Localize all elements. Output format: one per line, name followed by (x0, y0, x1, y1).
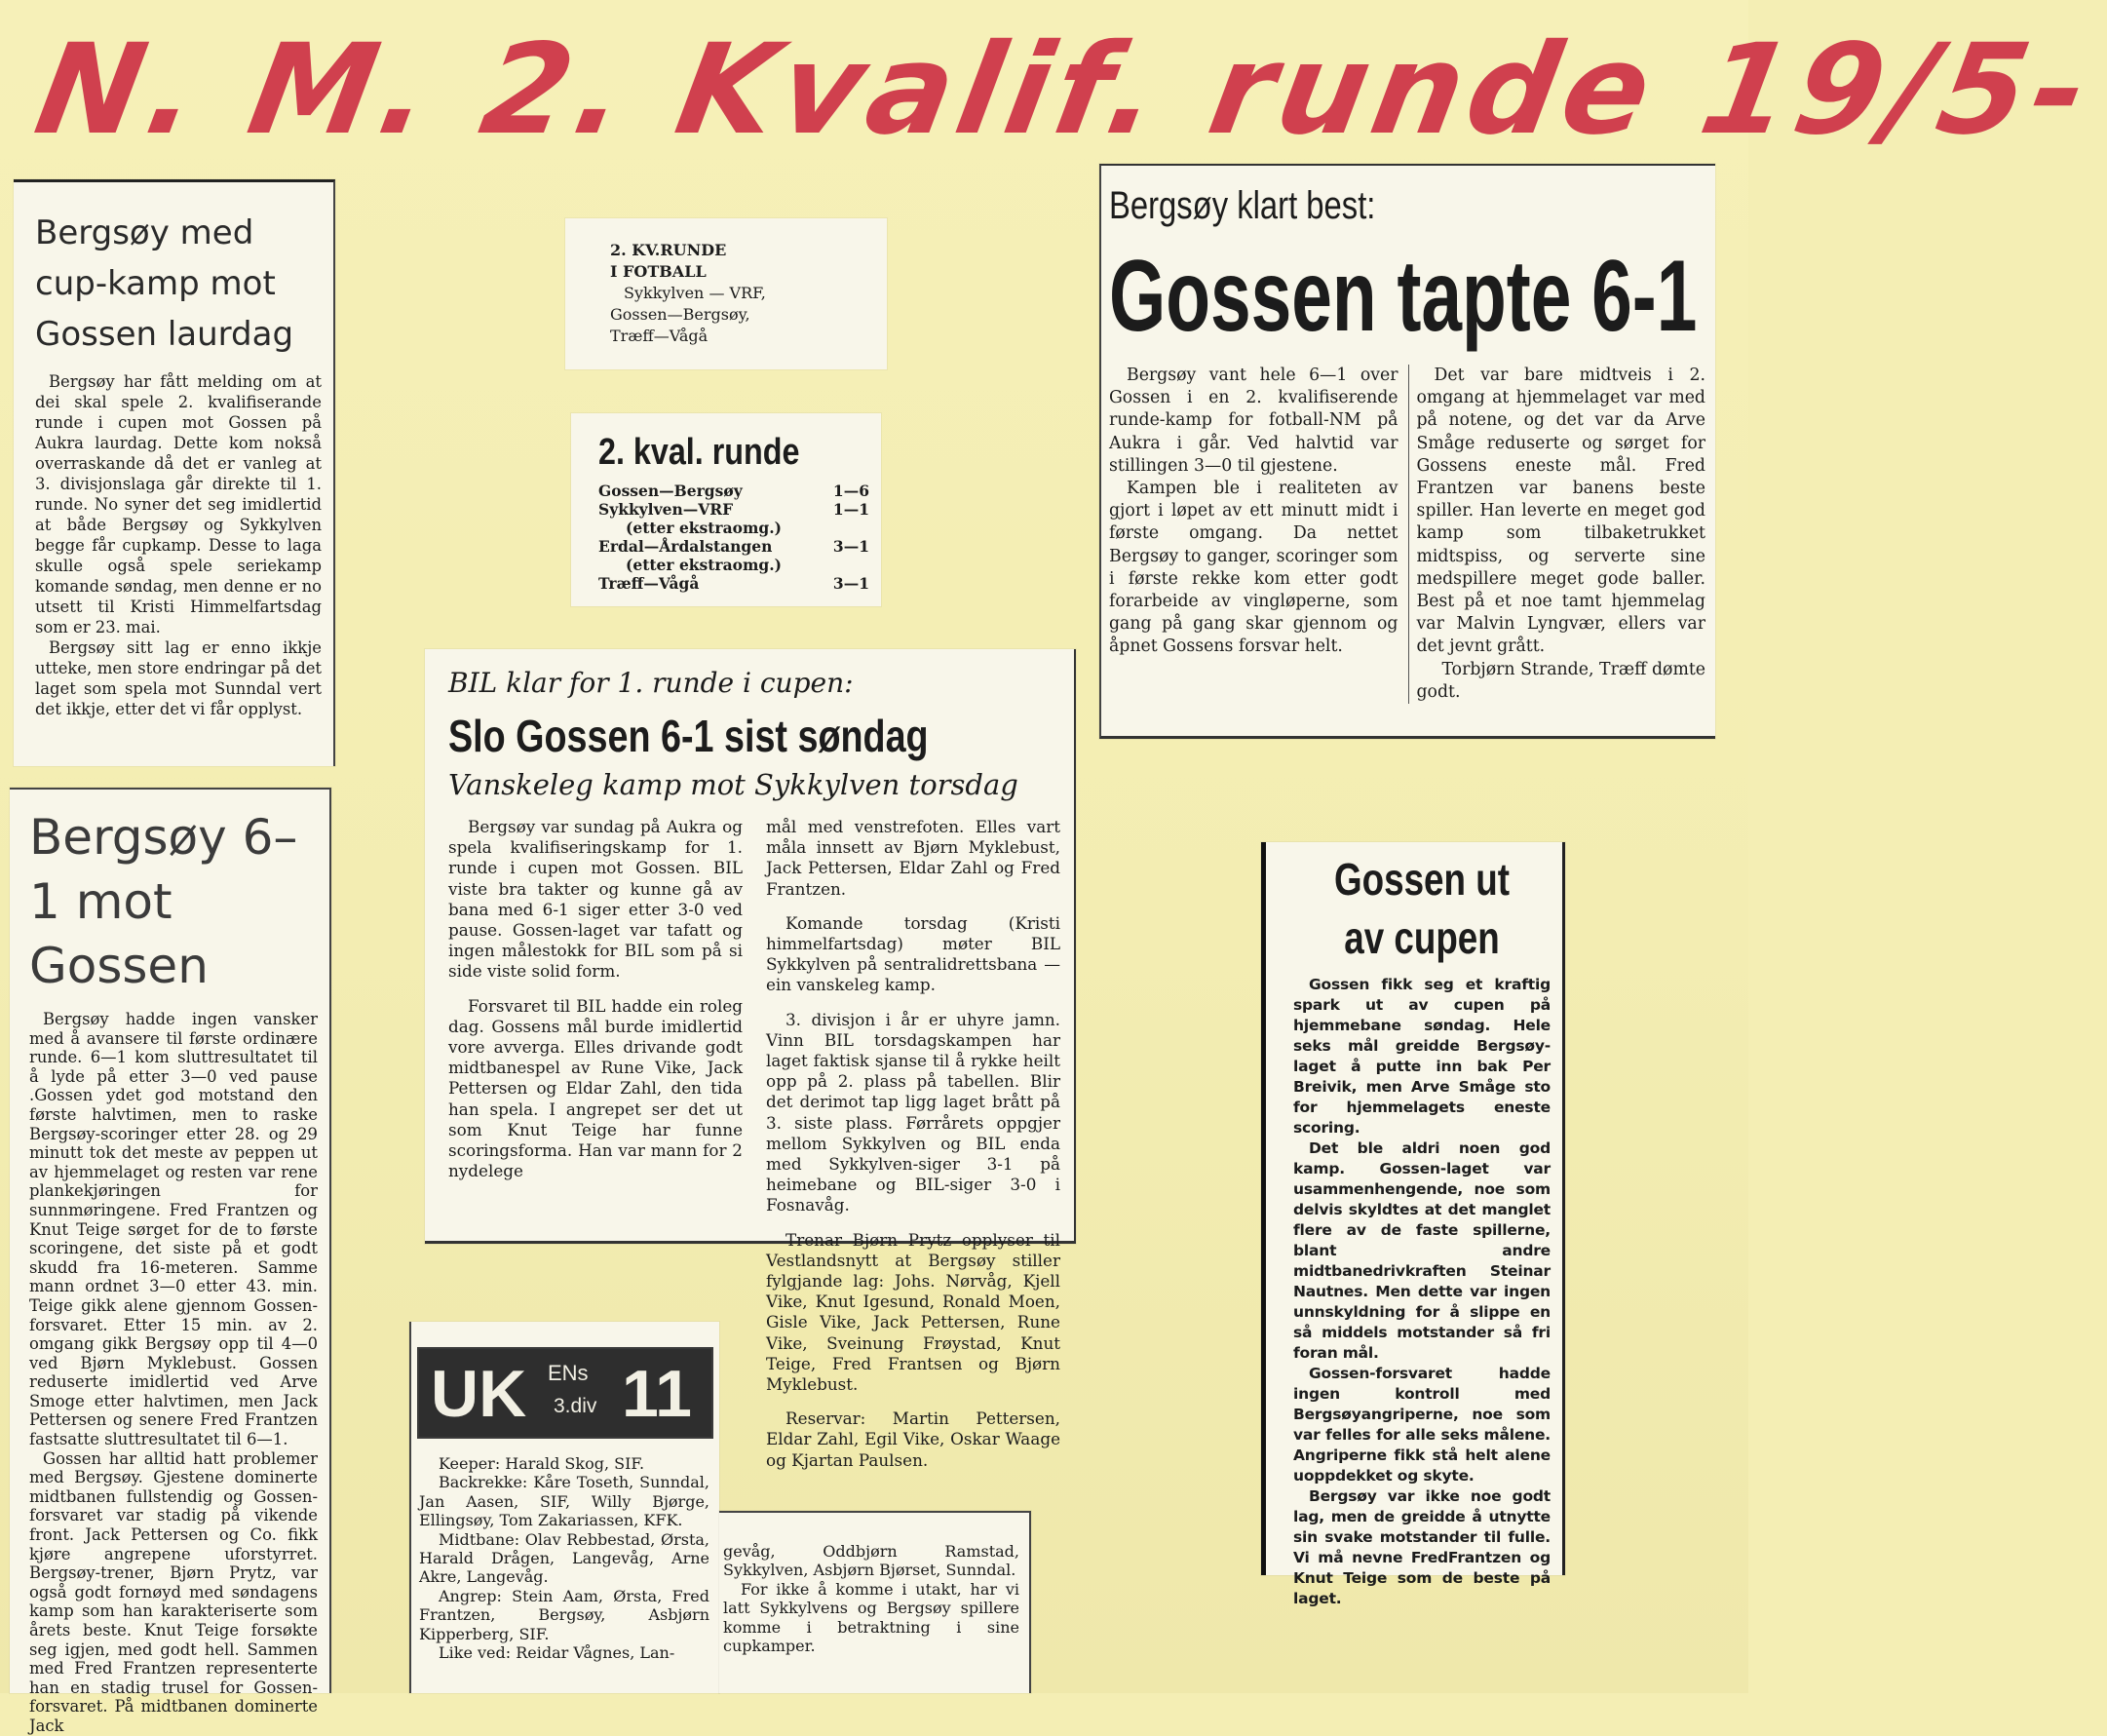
article-paragraph: Bergsøy vant hele 6—1 over Gossen i en 2. kvalifiserende runde-kamp for fotball-NM på Aukra i går. Ved halvtid var stillingen 3—0 til gjestene. (1109, 366, 1398, 476)
article-columns (1109, 365, 1705, 704)
clipping-bergsoy-6-1-mot-gossen (10, 788, 331, 1735)
article-paragraph: Bergsøy har fått melding om at dei skal spele 2. kvalifiserande runde i cupen mot Gossen på Aukra laurdag. Dette kom nokså overraskande då det er vanleg at 3. divisjonslaga går direkte til 1. runde. No syner det seg imidlertid at både Bergsøy og Sykkylven begge får cupkamp. Desse to laga skulle også spele seriekamp komande søndag, men denne er no utsett til Kristi Himmelfartsdag som er 23. mai. (35, 372, 322, 637)
banner-division: 3.div (554, 1395, 597, 1417)
article-paragraph: Bergsøy hadde ingen vansker med å avansere til første ordinære runde. 6—1 kom sluttresultatet til å lyde på etter 3—0 ved pause .Gossen ydet god motstand den første halvtimen, men to raske Bergsøy-scoringer etter 28. og 29 minutt tok det meste av peppen ut av hjemmelaget og resten var rene plankekjøringen for sunnmøringene. Fred Frantzen og Knut Teige sørget for de to første scoringene, det siste på et godt skudd fra 16-meteren. Samme mann ordnet 3—0 etter 43. min. Teige gikk alene gjennom Gossen-forsvaret. Etter 15 min. av 2. omgang gikk Bergsøy opp til 4—0 ved Bjørn Myklebust. Gossen reduserte imidlertid ved Arve Smoge etter halvtimen, men Jack Pettersen og senere Fred Frantzen fastsatte sluttresultatet til 6—1. (29, 1010, 318, 1449)
result-score: 3—1 (832, 537, 869, 556)
result-teams: Træff—Vågå (598, 574, 700, 593)
clipping-2-kv-runde-fixtures (565, 218, 887, 369)
article-paragraph: Trenar Bjørn Prytz opplyser til Vestlandsnytt at Bergsøy stiller fylgjande lag: Johs. Nørvåg, Kjell Vike, Knut Igesund, Ronald Moen, Gisle Vike, Jack Pettersen, Rune Vike, Sveinung Frøystad, Knut Teige, Fred Frantsen og Bjørn Myklebust. (766, 1229, 1060, 1395)
fixture-heading-line: I FOTBALL (610, 262, 707, 281)
banner-uk: UK (431, 1357, 527, 1431)
result-teams: Gossen—Bergsøy (598, 482, 743, 500)
article-paragraph: Like ved: Reidar Vågnes, Lan- (439, 1643, 675, 1663)
article-paragraph: Backrekke: Kåre Toseth, Sunndal, Jan Aasen, SIF, Willy Bjørge, Ellingsøy, Tom Zakariassen, KFK. (419, 1473, 709, 1530)
clipping-headline: Bergsøy 6–1 mot Gossen (29, 809, 298, 994)
article-paragraph: Forsvaret til BIL hadde ein roleg dag. Gossens mål burde imidlertid vore avverga. Elles drivande godt midtbanespel av Rune Vike, Jack Pettersen og Eldar Zahl, den tida han spela. I angrepet ser det ut som Knut Teige har funne scoringsforma. Han var mann for 2 nydelege (448, 995, 743, 1181)
clipping-headline: Bergsøy med cup-kamp mot Gossen laurdag (35, 213, 294, 354)
article-paragraph: Gossen-forsvaret hadde ingen kontroll med Bergsøyangriperne, noe som var felles for alle seks målene. Angriperne fikk stå helt alene uoppdekket og skyte. (1293, 1365, 1551, 1485)
headline-line-1: Gossen ut (1334, 854, 1510, 905)
clipping-gossen-tapte-6-1 (1099, 164, 1715, 739)
article-paragraph: gevåg, Oddbjørn Ramstad, Sykkylven, Asbjørn Bjørset, Sunndal. (723, 1542, 1019, 1580)
clipping-ukens-11-continued (719, 1511, 1031, 1693)
headline-line-2: av cupen (1344, 912, 1500, 963)
article-paragraph: Det ble aldri noen god kamp. Gossen-laget var usammenhengende, noe som delvis skyldtes at det manglet flere av de faste spillerne, blant andre midtbanedrivkraften Steinar Nautnes. Men dette var ingen unnskyldning for å slippe en så middels motstander så fri foran mål. (1293, 1139, 1551, 1362)
clipping-ukens-11 (409, 1322, 719, 1693)
article-paragraph: 3. divisjon i år er uhyre jamn. Vinn BIL torsdagskampen har laget faktisk sjanse til å rykke heilt opp på 2. plass på tabellen. Blir det derimot tap ligg laget brått på 3. siste plass. Førrårets oppgjer mellom Sykkylven og BIL enda med Sykkylven-siger 3-1 på heimebane og BIL-siger 3-0 i Fosnavåg. (766, 1009, 1060, 1215)
article-paragraph: Kampen ble i realiteten av gjort i løpet av ett minutt midt i første omgang. Da nettet Bergsøy to ganger, scoringer som i første rekke kom etter godt forarbeide av vingløperne, som gang på gang skar gjennom og åpnet Gossens forsvar helt. (1109, 479, 1398, 657)
article-column-left (1109, 365, 1398, 704)
clipping-bergsoy-med-cup-kamp (14, 179, 335, 766)
clipping-2-kval-runde-results (571, 413, 881, 606)
banner-number: 11 (622, 1357, 692, 1431)
ukens-11-banner (419, 1349, 711, 1437)
clipping-headline: Gossen tapte 6-1 (1109, 240, 1698, 353)
article-paragraph: Gossen fikk seg et kraftig spark ut av cupen på hjemmebane søndag. Hele seks mål greidde Bergsøy-laget å putte inn bak Per Breivik, men Arve Småge sto for hjemmelagets eneste scoring. (1293, 976, 1551, 1137)
article-paragraph: For ikke å komme i utakt, har vi latt Sykkylvens og Bergsøy spillere komme i betraktning i sine cupkamper. (723, 1579, 1019, 1656)
fixture-heading-line: 2. KV.RUNDE (610, 241, 727, 259)
result-row (598, 574, 869, 593)
article-paragraph: Bergsøy var ikke noe godt lag, men de greidde å utnytte sin svake motstander til fulle. Vi må nevne FredFrantzen og Knut Teige som de beste på laget. (1293, 1487, 1551, 1607)
article-column-right (1408, 365, 1706, 704)
result-teams: Sykkylven—VRF (598, 500, 734, 519)
result-note: (etter ekstraomg.) (626, 556, 782, 574)
result-note: (etter ekstraomg.) (626, 519, 782, 537)
banner-ens: ENs (548, 1361, 589, 1385)
article-paragraph: Bergsøy var sundag på Aukra og spela kvalifiseringskamp for 1. runde i cupen mot Gossen. BIL viste bra takter og kunne gå av bana med 6-1 siger etter 3-0 ved pause. Gossen-laget var tafatt og ingen målestokk for BIL som på si side viste solid form. (448, 817, 743, 982)
result-score: 1—6 (832, 482, 869, 500)
handwritten-title: N. M. 2. Kvalif. runde 19/5- (25, 18, 2104, 163)
clipping-gossen-ut-av-cupen (1261, 842, 1565, 1607)
fixture-line: Træff—Vågå (610, 327, 709, 345)
article-paragraph: Gossen har alltid hatt problemer med Bergsøy. Gjestene dominerte midtbanen fullstendig og Gossen-forsvaret var stadig på vikende front. Jack Pettersen og Co. fikk kjøre angrepene uforstyrret. Bergsøy-trener, Bjørn Prytz, var også godt fornøyd med søndagens kamp som han karakteriserte som årets beste. Knut Teige forsøkte seg igjen, med godt hell. Sammen med Fred Frantzen representerte han en stadig trusel for Gossen-forsvaret. På midtbanen dominerte Jack (29, 1448, 318, 1735)
article-paragraph: Keeper: Harald Skog, SIF. (439, 1454, 645, 1473)
article-column-right (766, 817, 1060, 1485)
clipping-headline (1319, 850, 1524, 967)
article-paragraph: Torbjørn Strande, Træff dømte godt. (1416, 659, 1705, 702)
result-score: 3—1 (832, 574, 869, 593)
article-paragraph: Det var bare midtveis i 2. omgang at hjemmelaget var med på notene, og det var da Arve Småge reduserte og sørget for Gossens eneste mål. Fred Frantzen var banens beste spiller. Han leverte en meget god kamp som tilbaketrukket midtspiss, og serverte sine medspillere meget gode baller. Best på et noe tamt hjemmelag var Malvin Lyngvær, ellers var det jevnt grått. (1416, 366, 1705, 657)
clipping-headline: 2. kval. runde (598, 432, 800, 473)
result-row (598, 537, 869, 556)
article-paragraph: mål med venstrefoten. Elles vart måla innsett av Bjørn Myklebust, Jack Pettersen, Eldar Zahl og Fred Frantzen. (766, 817, 1060, 899)
fixture-line: Gossen—Bergsøy, (610, 305, 750, 324)
result-score: 1—1 (832, 500, 869, 519)
article-paragraph: Angrep: Stein Aam, Ørsta, Fred Frantzen, Bergsøy, Asbjørn Kipperberg, SIF. (419, 1586, 709, 1643)
article-paragraph: Reservar: Martin Pettersen, Eldar Zahl, Egil Vike, Oskar Waage og Kjartan Paulsen. (766, 1408, 1060, 1470)
article-paragraph: Midtbane: Olav Rebbestad, Ørsta, Harald Drågen, Langevåg, Arne Akre, Langevåg. (419, 1529, 709, 1587)
clipping-deck: Vanskeleg kamp mot Sykkylven torsdag (448, 768, 1018, 801)
clipping-kicker: BIL klar for 1. runde i cupen: (448, 667, 854, 699)
result-row (598, 500, 869, 519)
article-paragraph: Komande torsdag (Kristi himmelfartsdag) møter BIL Sykkylven på sentralidrettsbana — ein vanskeleg kamp. (766, 912, 1060, 995)
clipping-headline: Slo Gossen 6-1 sist søndag (448, 711, 929, 761)
article-paragraph: Bergsøy sitt lag er enno ikkje utteke, men store endringar på det laget som spela mot Sunndal vert det ikkje, etter det vi får opplyst. (35, 638, 322, 718)
result-teams: Erdal—Årdalstangen (598, 537, 773, 556)
result-row (598, 482, 869, 500)
clipping-kicker: Bergsøy klart best: (1109, 184, 1376, 227)
fixture-line: Sykkylven — VRF, (624, 284, 766, 302)
